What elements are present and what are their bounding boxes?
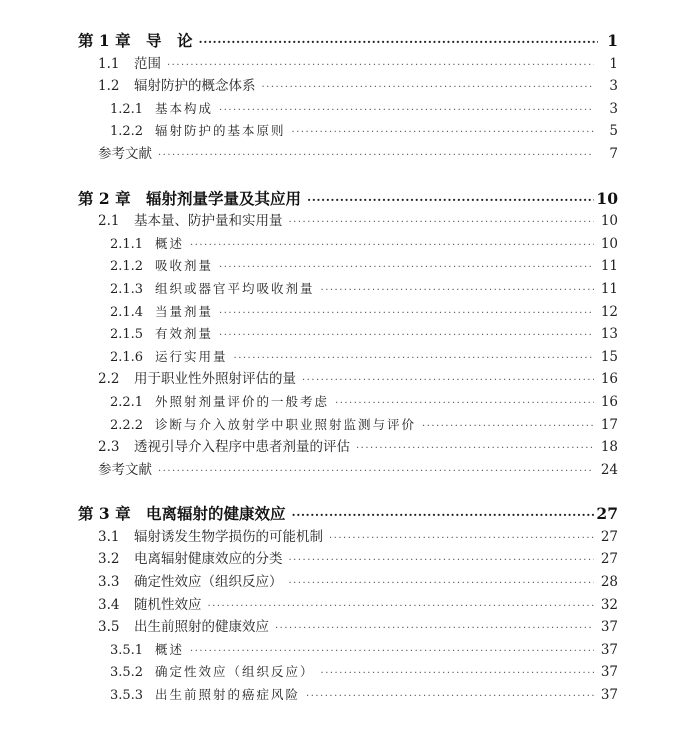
toc-entry[interactable] <box>78 278 618 301</box>
section-number: 3.2 <box>98 551 120 568</box>
section-title: 诊断与介入放射学中职业照射监测与评价 <box>155 416 417 432</box>
dot-leader <box>292 504 595 527</box>
section-number: 3.1 <box>98 528 120 545</box>
references-entry[interactable] <box>78 459 618 482</box>
toc-entry[interactable] <box>78 526 618 549</box>
page-number: 28 <box>600 574 618 591</box>
section-title: 范围 <box>134 55 161 72</box>
section-number: 3.5 <box>98 619 120 636</box>
dot-leader <box>219 303 594 326</box>
section-title: 当量剂量 <box>155 303 214 319</box>
section-title: 辐射诱发生物学损伤的可能机制 <box>134 528 323 545</box>
section-title: 吸收剂量 <box>155 258 214 274</box>
section-number: 2.1.4 <box>110 304 144 320</box>
section-number: 2.2 <box>98 371 120 388</box>
dot-leader <box>190 235 594 258</box>
section-number: 第 2 章 <box>78 188 131 208</box>
page-number: 37 <box>600 619 618 636</box>
page-number: 5 <box>609 123 618 140</box>
dot-leader <box>335 393 594 416</box>
toc-entry[interactable] <box>78 616 618 639</box>
toc-entry[interactable] <box>78 368 618 391</box>
page-number: 37 <box>600 641 618 658</box>
dot-leader <box>307 189 594 212</box>
page-number: 10 <box>600 213 618 230</box>
section-title: 参考文献 <box>98 145 152 162</box>
section-title: 出生前照射的癌症风险 <box>155 687 301 703</box>
dot-leader <box>275 618 594 641</box>
toc-entry[interactable] <box>78 233 618 256</box>
dot-leader <box>289 550 595 573</box>
section-title: 参考文献 <box>98 461 152 478</box>
section-title: 随机性效应 <box>134 596 202 613</box>
chapter-heading[interactable] <box>78 188 618 211</box>
dot-leader <box>356 438 594 461</box>
chapter-block <box>78 188 618 482</box>
section-title: 基本量、防护量和实用量 <box>134 213 283 230</box>
dot-leader <box>306 686 594 709</box>
toc-entry[interactable] <box>78 639 618 662</box>
dot-leader <box>158 145 594 168</box>
dot-leader <box>321 280 594 303</box>
page-number: 16 <box>600 371 618 388</box>
toc-entry[interactable] <box>78 255 618 278</box>
section-number: 2.1.3 <box>110 281 144 297</box>
section-number: 2.1 <box>98 213 120 230</box>
dot-leader <box>190 641 594 664</box>
page-number: 37 <box>600 687 618 704</box>
page-number: 27 <box>600 551 618 568</box>
section-title: 透视引导介入程序中患者剂量的评估 <box>134 439 350 456</box>
page-number: 11 <box>600 280 618 297</box>
section-number: 3.5.2 <box>110 665 144 681</box>
dot-leader <box>289 212 595 235</box>
page-number: 37 <box>600 664 618 681</box>
page-number: 11 <box>600 258 618 275</box>
section-title: 辐射防护的基本原则 <box>155 123 286 139</box>
dot-leader <box>234 348 594 371</box>
section-number: 1.2.1 <box>110 101 144 117</box>
dot-leader <box>208 596 595 619</box>
section-number: 1.2.2 <box>110 124 144 140</box>
toc-entry[interactable] <box>78 98 618 121</box>
section-number: 3.5.3 <box>110 688 144 704</box>
section-number: 第 1 章 <box>78 31 131 50</box>
chapter-block <box>78 30 618 166</box>
dot-leader <box>292 122 594 145</box>
references-entry[interactable] <box>78 143 618 166</box>
toc-entry[interactable] <box>78 548 618 571</box>
toc-entry[interactable] <box>78 75 618 98</box>
section-title: 确定性效应（组织反应） <box>134 574 283 591</box>
toc-entry[interactable] <box>78 594 618 617</box>
dot-leader <box>321 663 594 686</box>
toc-entry[interactable] <box>78 53 618 76</box>
page-number: 16 <box>600 393 618 410</box>
page-number: 10 <box>600 235 618 252</box>
section-title: 概述 <box>155 235 185 251</box>
section-title: 外照射剂量评价的一般考虑 <box>155 393 330 409</box>
section-number: 2.1.2 <box>110 259 144 275</box>
toc-entry[interactable] <box>78 391 618 414</box>
dot-leader <box>219 100 594 123</box>
chapter-heading[interactable] <box>78 503 618 526</box>
page-number: 1 <box>607 31 618 50</box>
toc-entry[interactable] <box>78 120 618 143</box>
dot-leader <box>219 325 594 348</box>
section-title: 确定性效应（组织反应） <box>155 664 315 680</box>
section-title: 辐射防护的概念体系 <box>134 78 256 95</box>
section-number: 2.2.2 <box>110 417 144 433</box>
toc-entry[interactable] <box>78 571 618 594</box>
page-number: 13 <box>600 326 618 343</box>
section-title: 电离辐射的健康效应 <box>146 504 286 524</box>
toc-entry[interactable] <box>78 346 618 369</box>
chapter-block <box>78 503 618 706</box>
toc-entry[interactable] <box>78 301 618 324</box>
page-number: 3 <box>609 78 618 95</box>
page-number: 7 <box>609 145 618 162</box>
page-number: 24 <box>600 461 618 478</box>
page-number: 1 <box>609 55 618 72</box>
section-number: 2.2.1 <box>110 394 144 410</box>
page-number: 12 <box>600 303 618 320</box>
toc-entry[interactable] <box>78 210 618 233</box>
section-number: 1.1 <box>98 55 120 72</box>
dot-leader <box>329 528 594 551</box>
toc-entry[interactable] <box>78 414 618 437</box>
section-number: 2.1.6 <box>110 349 144 365</box>
page-number: 15 <box>600 348 618 365</box>
section-number: 1.2 <box>98 78 120 95</box>
section-title: 运行实用量 <box>155 348 228 364</box>
page-number: 27 <box>600 528 618 545</box>
dot-leader <box>219 257 594 280</box>
dot-leader <box>302 370 594 393</box>
dot-leader <box>422 416 594 439</box>
section-number: 第 3 章 <box>78 504 131 524</box>
dot-leader <box>158 461 594 484</box>
section-title: 概述 <box>155 641 185 657</box>
section-number: 2.1.1 <box>110 236 144 252</box>
toc-entry[interactable] <box>78 661 618 684</box>
dot-leader <box>262 77 595 100</box>
section-number: 3.4 <box>98 596 120 613</box>
section-title: 基本构成 <box>155 100 214 116</box>
page-number: 3 <box>609 100 618 117</box>
section-title: 导 论 <box>146 31 193 50</box>
section-number: 3.5.1 <box>110 642 144 658</box>
section-number: 3.3 <box>98 574 120 591</box>
page-number: 17 <box>600 416 618 433</box>
section-title: 出生前照射的健康效应 <box>134 619 269 636</box>
toc-entry[interactable] <box>78 323 618 346</box>
section-title: 有效剂量 <box>155 326 214 342</box>
toc-entry[interactable] <box>78 684 618 707</box>
page-number: 10 <box>596 188 618 208</box>
section-number: 2.3 <box>98 439 120 456</box>
dot-leader <box>289 573 595 596</box>
section-title: 电离辐射健康效应的分类 <box>134 551 283 568</box>
page-number: 18 <box>600 439 618 456</box>
section-title: 组织或器官平均吸收剂量 <box>155 280 315 296</box>
dot-leader <box>199 31 598 54</box>
page-number: 32 <box>600 596 618 613</box>
page-number: 27 <box>596 504 618 524</box>
section-title: 用于职业性外照射评估的量 <box>134 371 296 388</box>
section-number: 2.1.5 <box>110 327 144 343</box>
section-title: 辐射剂量学量及其应用 <box>146 188 302 208</box>
table-of-contents <box>78 30 618 729</box>
toc-entry[interactable] <box>78 436 618 459</box>
dot-leader <box>167 55 594 78</box>
chapter-heading[interactable] <box>78 30 618 53</box>
